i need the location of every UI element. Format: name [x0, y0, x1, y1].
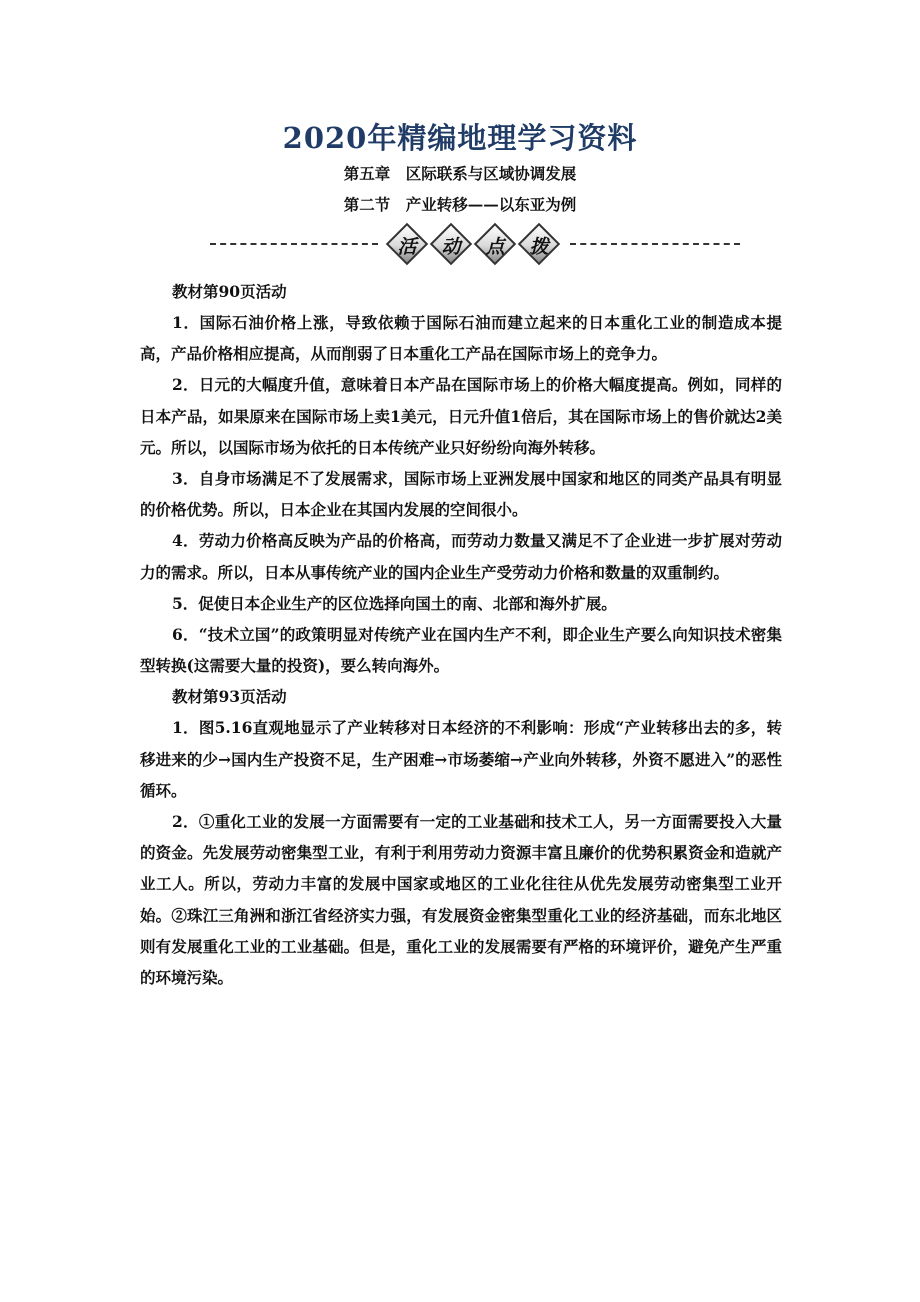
- document-body: [140, 276, 782, 993]
- activity-banner: [210, 224, 740, 264]
- activity-90-item-4: 4．劳动力价格高反映为产品的价格高，而劳动力数量又满足不了企业进一步扩展对劳动力的需求。所以，日本从事传统产业的国内企业生产受劳动力价格和数量的双重制约。: [140, 531, 782, 582]
- activity-90-item-6: 6．“技术立国”的政策明显对传统产业在国内生产不利，即企业生产要么向知识技术密集型转换(这需要大量的投资)，要么转向海外。: [140, 625, 782, 676]
- banner-dashes-left: [210, 243, 378, 245]
- activity-90-item-1: 1．国际石油价格上涨，导致依赖于国际石油而建立起来的日本重化工业的制造成本提高，产品价格相应提高，从而削弱了日本重化工产品在国际市场上的竞争力。: [140, 313, 782, 364]
- section-title: 第二节 产业转移——以东亚为例: [343, 195, 577, 214]
- activity-90-item-5: 5．促使日本企业生产的区位选择向国土的南、北部和海外扩展。: [172, 593, 617, 613]
- banner-char: 动: [441, 236, 461, 258]
- banner-char: 活: [397, 236, 417, 258]
- page-title: 2020年精编地理学习资料: [282, 121, 638, 155]
- activity-93-item-1: 1．图5.16直观地显示了产业转移对日本经济的不利影响：形成“产业转移出去的多，转移进来的少→国内生产投资不足，生产困难→市场萎缩→产业向外转移，外资不愿进入”的恶性循环。: [140, 718, 782, 800]
- banner-char: 拨: [529, 236, 549, 258]
- banner-diamonds: [386, 224, 564, 264]
- activity-93-heading: 教材第93页活动: [172, 687, 287, 707]
- banner-dashes-right: [570, 243, 740, 245]
- activity-90-item-2: 2．日元的大幅度升值，意味着日本产品在国际市场上的价格大幅度提高。例如，同样的日本产品，如果原来在国际市场上卖1美元，日元升值1倍后，其在国际市场上的售价就达2美元。所以，以国际市场为依托的日本传统产业只好纷纷向海外转移。: [140, 375, 782, 457]
- activity-90-item-3: 3．自身市场满足不了发展需求，国际市场上亚洲发展中国家和地区的同类产品具有明显的价格优势。所以，日本企业在其国内发展的空间很小。: [140, 469, 782, 520]
- chapter-title: 第五章 区际联系与区域协调发展: [343, 164, 577, 183]
- activity-90-heading: 教材第90页活动: [172, 282, 287, 301]
- banner-char: 点: [485, 236, 505, 258]
- activity-93-item-2: 2．①重化工业的发展一方面需要有一定的工业基础和技术工人，另一方面需要投入大量的资金。先发展劳动密集型工业，有利于利用劳动力资源丰富且廉价的优势积累资金和造就产业工人。所以，劳动力丰富的发展中国家或地区的工业化往往从优先发展劳动密集型工业开始。②珠江三角洲和浙江省经济实力强，有发展资金密集型重化工业的经济基础，而东北地区则有发展重化工业的工业基础。但是，重化工业的发展需要有严格的环境评价，避免产生严重的环境污染。: [140, 812, 782, 988]
